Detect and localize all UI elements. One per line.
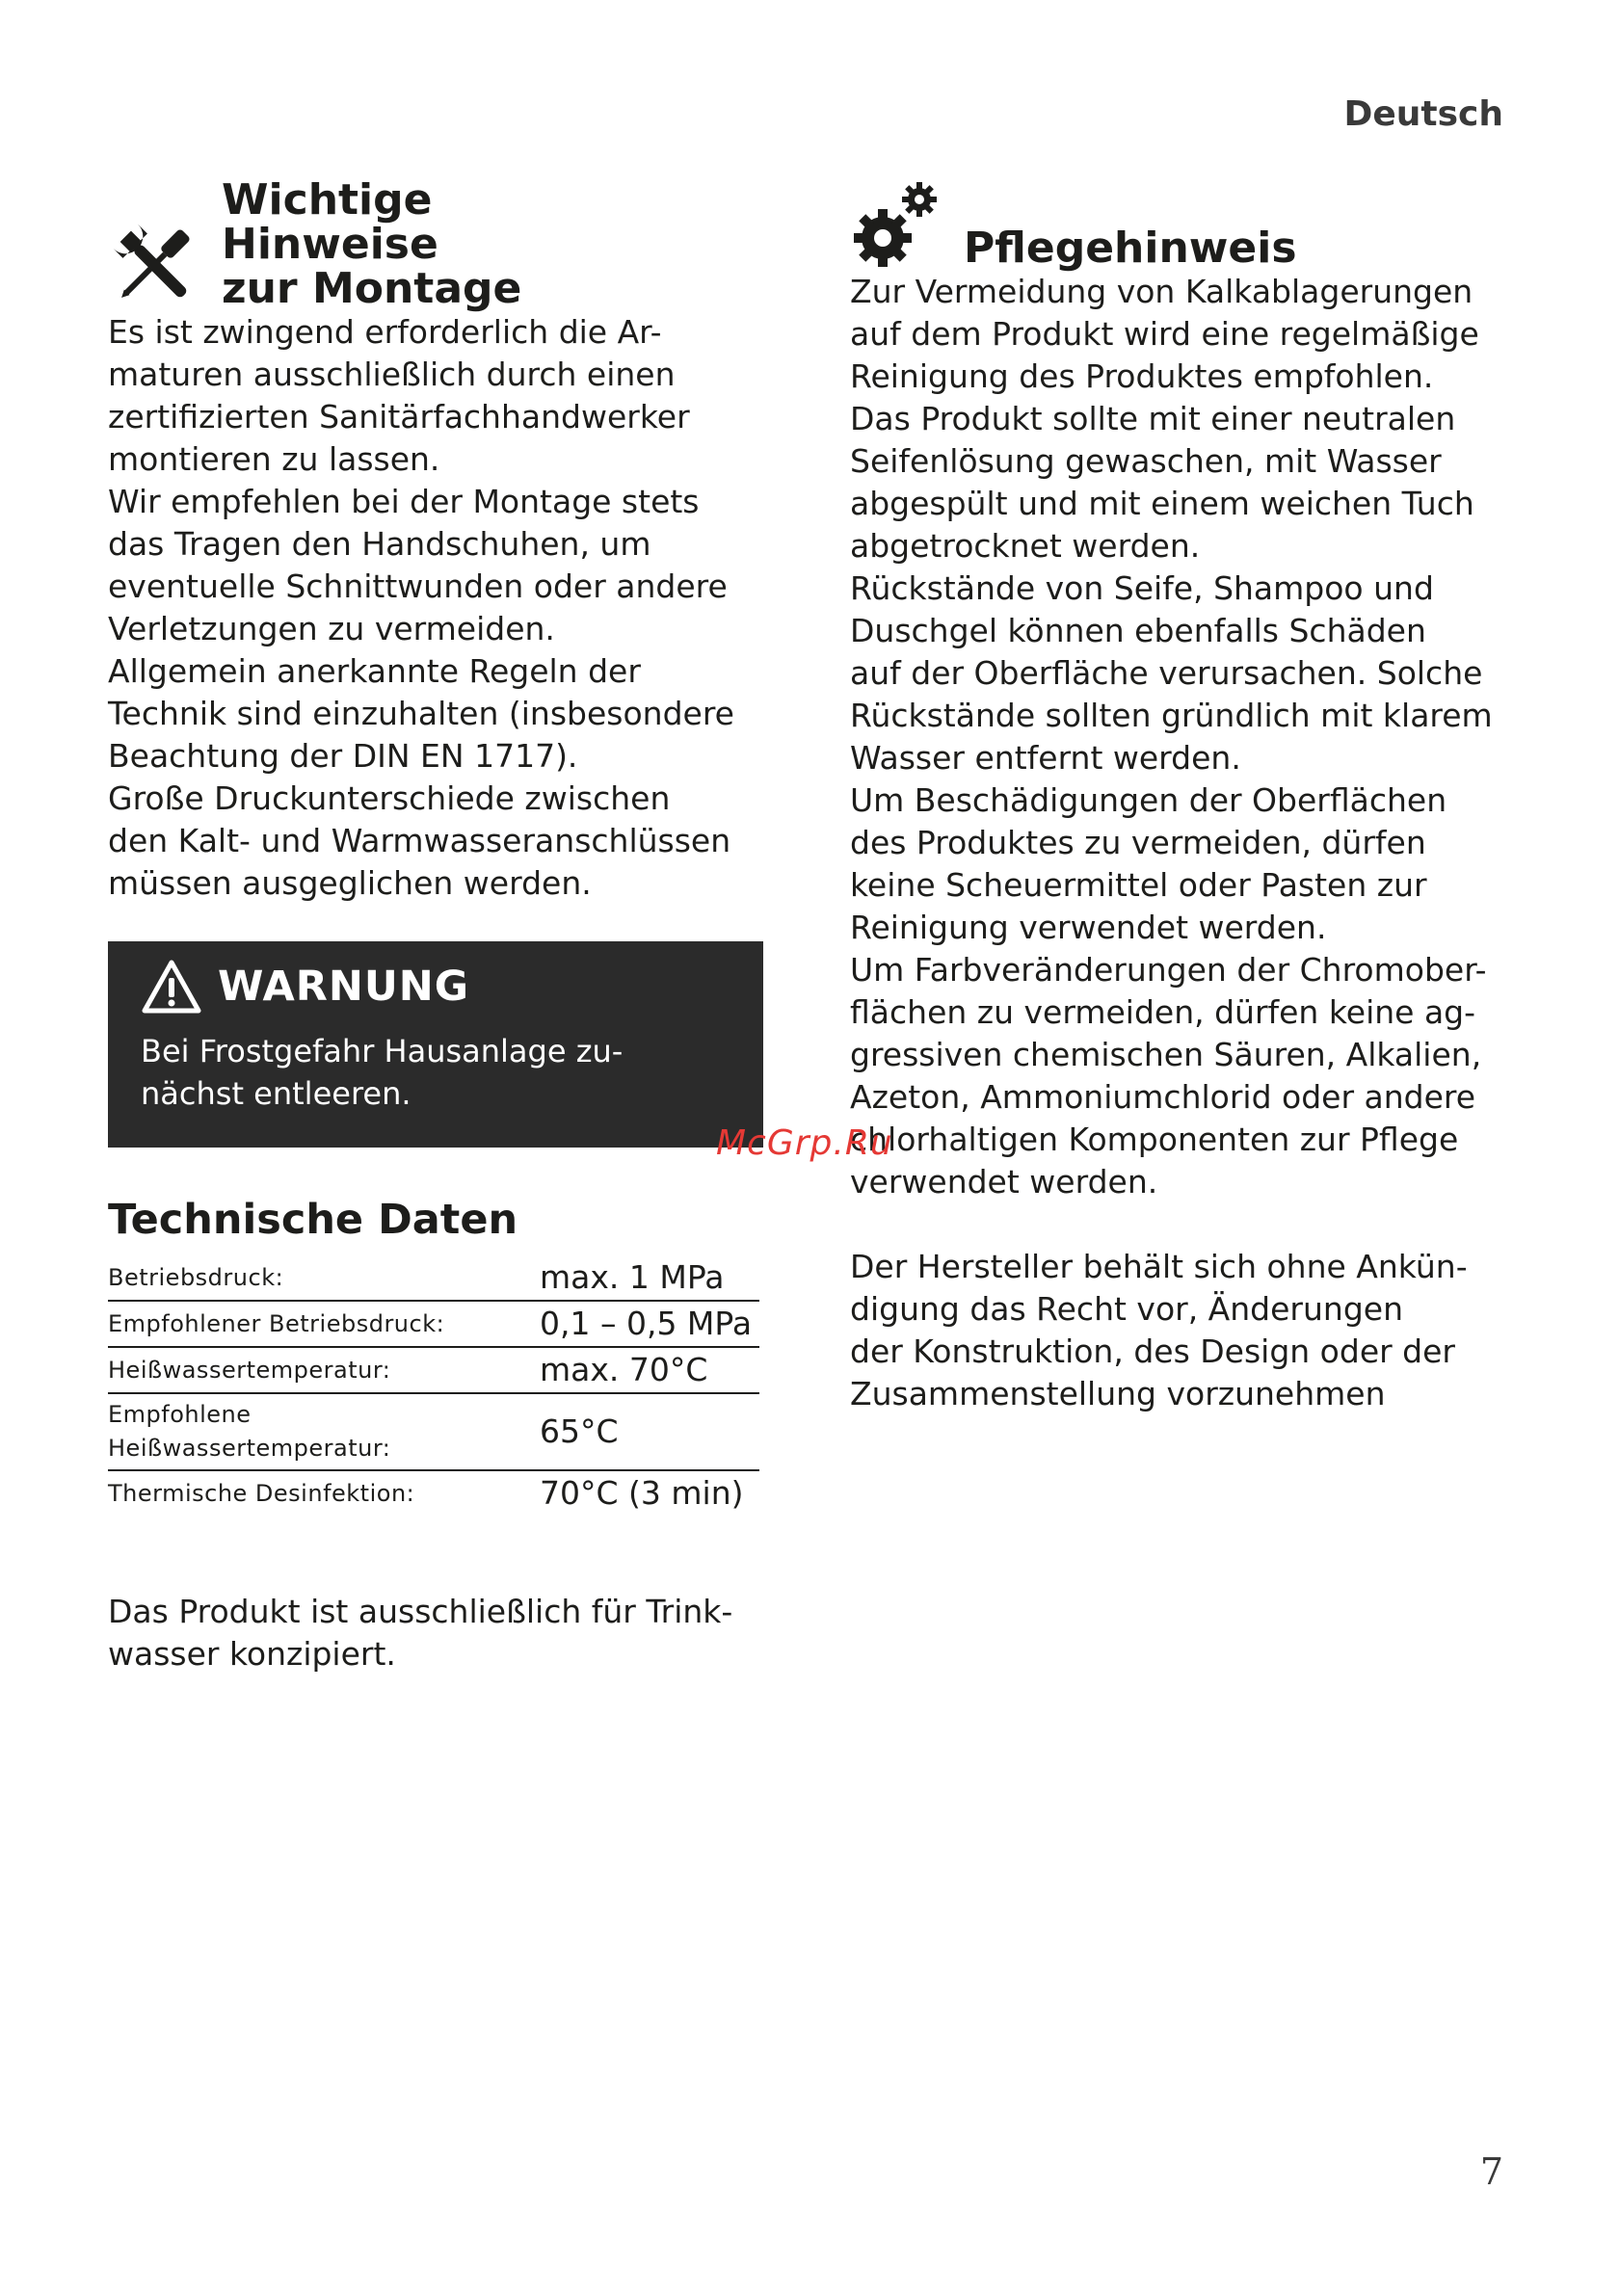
tech-label: Heißwassertemperatur:	[108, 1347, 540, 1393]
text-line: Duschgel können ebenfalls Schäden	[850, 612, 1426, 649]
table-row	[108, 1301, 759, 1347]
tech-label-line: Empfohlene	[108, 1401, 252, 1428]
text-line: Azeton, Ammoniumchlorid oder andere	[850, 1078, 1476, 1116]
left-column	[108, 175, 763, 1676]
tech-value: 0,1 – 0,5 MPa	[540, 1301, 759, 1347]
text-line: Allgemein anerkannte Regeln der	[108, 652, 641, 690]
tech-data-table	[108, 1255, 759, 1516]
table-row	[108, 1393, 759, 1470]
warning-box	[108, 941, 763, 1148]
montage-title-line2: zur Montage	[222, 264, 522, 313]
warning-text	[141, 1030, 680, 1115]
text-line: zertifizierten Sanitärfachhandwerker	[108, 398, 690, 435]
text-line: chlorhaltigen Komponenten zur Pflege	[850, 1121, 1459, 1158]
text-line: des Produktes zu vermeiden, dürfen	[850, 824, 1426, 861]
text-line: eventuelle Schnittwunden oder andere	[108, 567, 728, 605]
text-line: wasser konzipiert.	[108, 1635, 396, 1673]
text-line: Reinigung des Produktes empfohlen.	[850, 357, 1434, 395]
table-row	[108, 1470, 759, 1516]
tech-data-title: Technische Daten	[108, 1196, 518, 1244]
warning-header	[141, 959, 730, 1015]
text-line: müssen ausgeglichen werden.	[108, 864, 592, 902]
language-label: Deutsch	[1343, 94, 1503, 134]
text-line: gressiven chemischen Säuren, Alkalien,	[850, 1036, 1482, 1073]
gears-icon	[850, 178, 942, 271]
pflege-heading	[850, 178, 1525, 271]
text-line: keine Scheuermittel oder Pasten zur	[850, 866, 1427, 904]
text-line: auf dem Produkt wird eine regelmäßige	[850, 315, 1479, 353]
warning-line: Bei Frostgefahr Hausanlage zu-	[141, 1033, 624, 1069]
text-line: Rückstände sollten gründlich mit klarem	[850, 697, 1493, 734]
tech-value: max. 1 MPa	[540, 1258, 725, 1296]
right-column	[850, 178, 1525, 1415]
table-row	[108, 1347, 759, 1393]
text-line: der Konstruktion, des Design oder der	[850, 1333, 1455, 1370]
text-line: Zur Vermeidung von Kalkablagerungen	[850, 273, 1473, 310]
warning-line: nächst entleeren.	[141, 1075, 411, 1112]
text-line: Wir empfehlen bei der Montage stets	[108, 483, 700, 520]
tech-value: 65°C	[540, 1393, 759, 1470]
text-line: Es ist zwingend erforderlich die Ar-	[108, 313, 662, 351]
table-row	[108, 1255, 759, 1301]
page-number: 7	[1479, 2151, 1503, 2193]
text-line: Beachtung der DIN EN 1717).	[108, 737, 578, 775]
watermark: McGrp.Ru	[716, 1123, 893, 1163]
text-line: Rückstände von Seife, Shampoo und	[850, 569, 1434, 607]
text-line: Wasser entfernt werden.	[850, 739, 1241, 777]
text-line: den Kalt- und Warmwasseranschlüssen	[108, 822, 731, 859]
text-line: Reinigung verwendet werden.	[850, 909, 1327, 946]
text-line: flächen zu vermeiden, dürfen keine ag-	[850, 993, 1476, 1031]
text-line: Das Produkt sollte mit einer neutralen	[850, 400, 1456, 437]
pflege-text	[850, 271, 1525, 1203]
text-line: Um Farbveränderungen der Chromober-	[850, 951, 1487, 989]
text-line: abgetrocknet werden.	[850, 527, 1201, 565]
tech-value: 70°C (3 min)	[540, 1470, 759, 1516]
hersteller-note	[850, 1246, 1525, 1415]
tech-label: Empfohlener Betriebsdruck:	[108, 1301, 540, 1347]
warning-title: WARNUNG	[218, 963, 470, 1011]
text-line: Verletzungen zu vermeiden.	[108, 610, 555, 647]
text-line: Das Produkt ist ausschließlich für Trink-	[108, 1593, 733, 1630]
trinkwasser-note	[108, 1591, 763, 1676]
warning-triangle-icon	[141, 959, 202, 1015]
text-line: Der Hersteller behält sich ohne Ankün-	[850, 1248, 1468, 1285]
text-line: Zusammenstellung vorzunehmen	[850, 1375, 1386, 1412]
text-line: maturen ausschließlich durch einen	[108, 356, 676, 393]
text-line: auf der Oberfläche verursachen. Solche	[850, 654, 1483, 692]
montage-title-line1: Wichtige Hinweise	[222, 175, 438, 269]
text-line: Große Druckunterschiede zwischen	[108, 779, 671, 817]
tech-label-line: Heißwassertemperatur:	[108, 1435, 391, 1462]
text-line: Um Beschädigungen der Oberflächen	[850, 781, 1447, 819]
text-line: abgespült und mit einem weichen Tuch	[850, 485, 1474, 522]
tech-value: max. 70°C	[540, 1347, 759, 1393]
text-line: montieren zu lassen.	[108, 440, 440, 478]
pflege-title: Pflegehinweis	[964, 224, 1297, 273]
tech-label: Betriebsdruck:	[108, 1263, 284, 1291]
text-line: digung das Recht vor, Änderungen	[850, 1290, 1403, 1328]
text-line: verwendet werden.	[850, 1163, 1158, 1201]
wrench-screwdriver-icon	[108, 219, 200, 311]
tech-label	[108, 1393, 540, 1470]
text-line: Technik sind einzuhalten (insbesondere	[108, 695, 734, 732]
montage-text	[108, 311, 763, 905]
tech-label: Thermische Desinfektion:	[108, 1470, 540, 1516]
text-line: das Tragen den Handschuhen, um	[108, 525, 651, 563]
montage-heading	[108, 175, 763, 313]
text-line: Seifenlösung gewaschen, mit Wasser	[850, 442, 1442, 480]
